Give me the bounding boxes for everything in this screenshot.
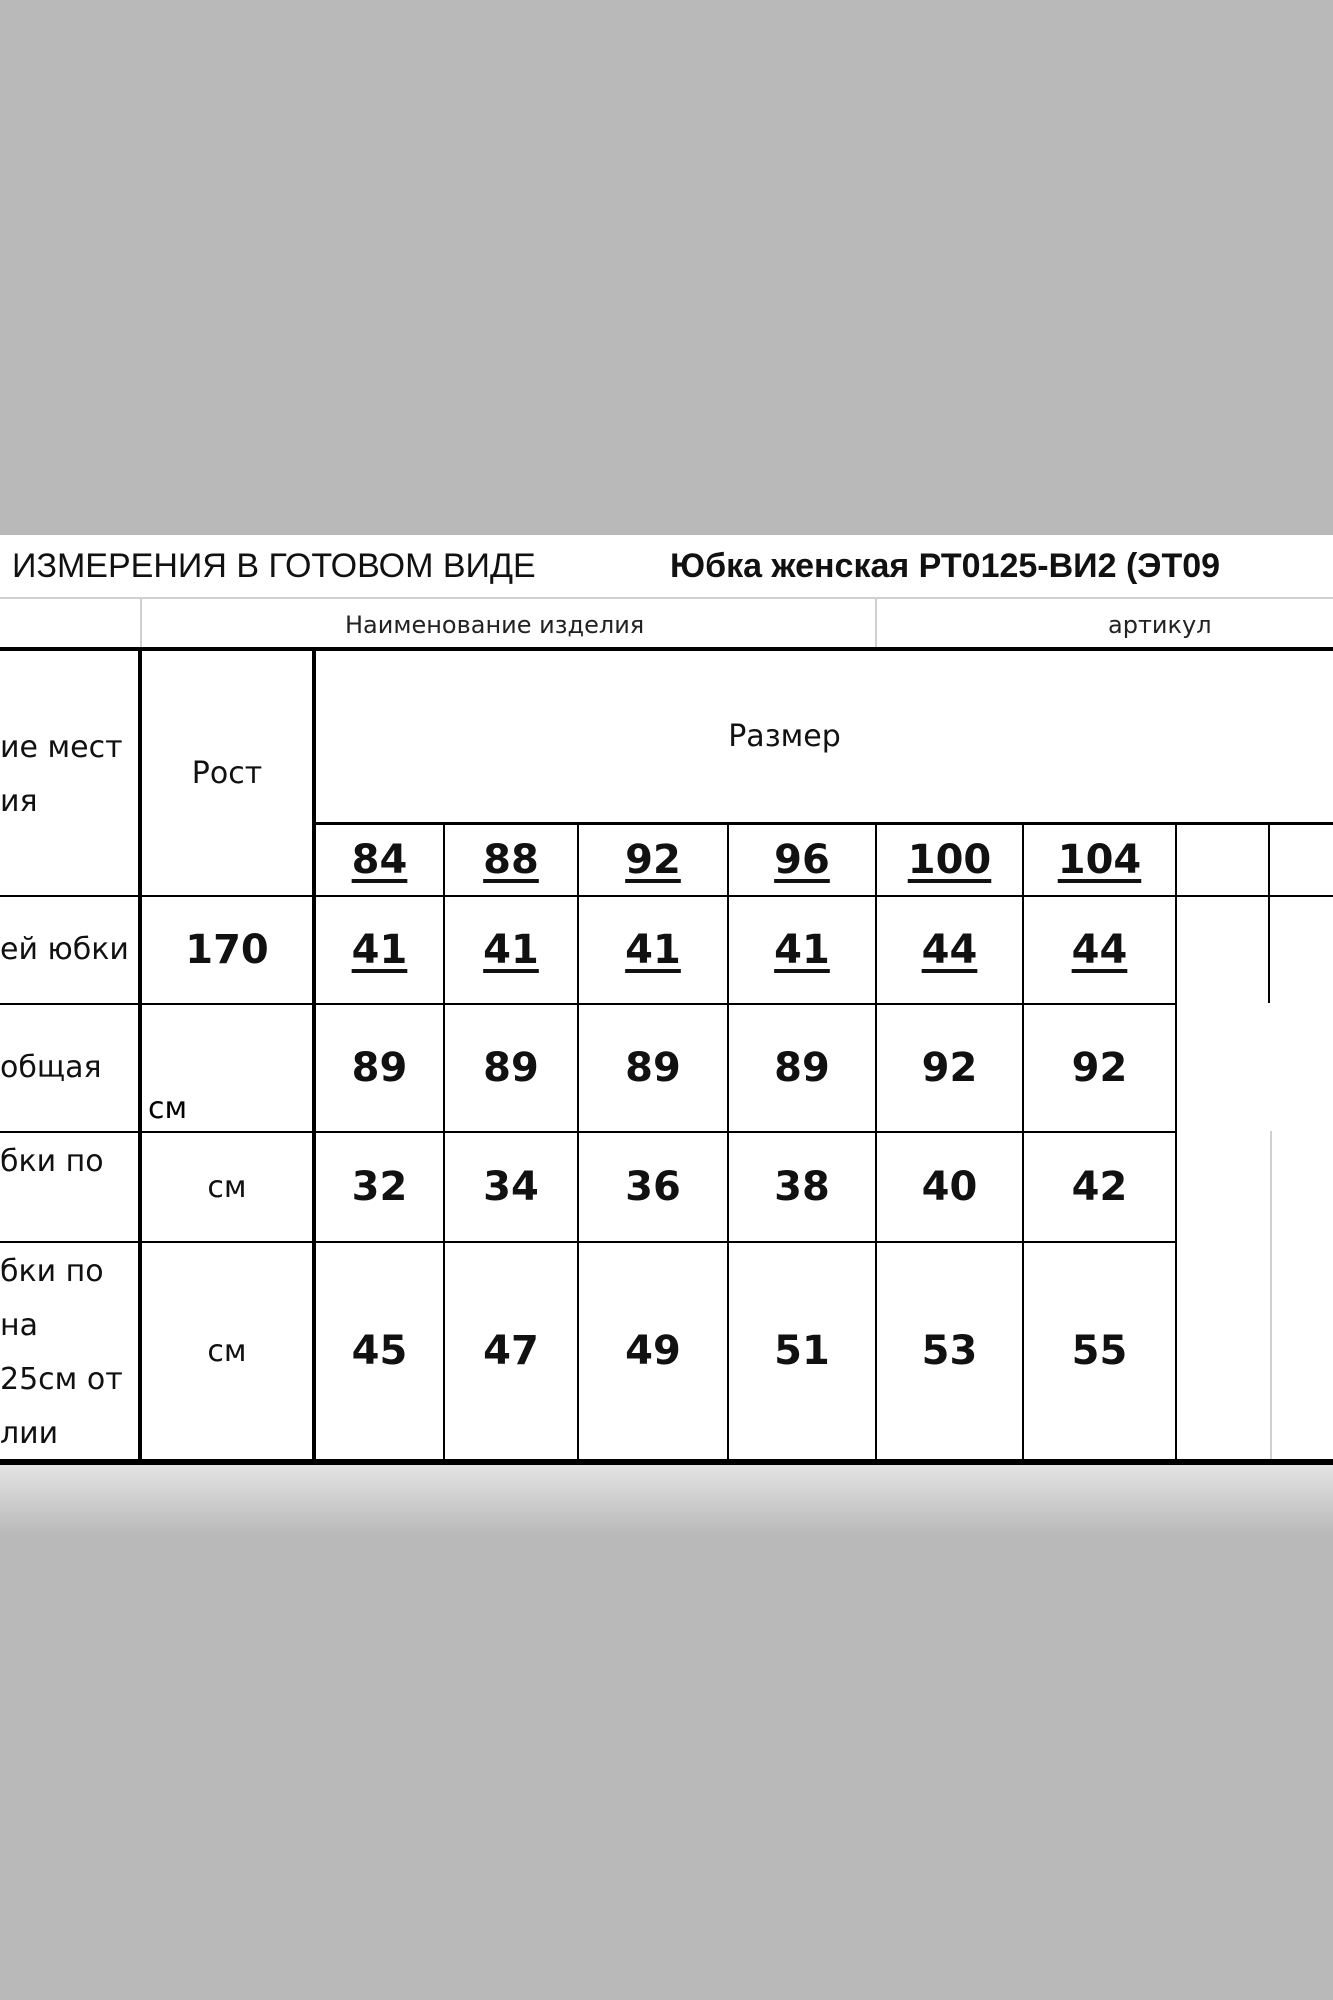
row1-height: 170 [185, 927, 269, 973]
row3-value: 40 [921, 1164, 978, 1210]
row4-label-line-1: бки по [0, 1254, 104, 1289]
row1-value: 41 [351, 927, 408, 973]
row3-unit: см [207, 1169, 247, 1205]
row2-value: 89 [483, 1045, 539, 1091]
row1-value: 41 [625, 927, 681, 973]
row4-unit: см [207, 1333, 247, 1369]
caption-article: артикул [1108, 611, 1212, 639]
table-border [1175, 822, 1177, 1462]
grid-line [140, 597, 142, 647]
row3-value: 42 [1071, 1164, 1128, 1210]
size-88: 88 [483, 837, 539, 883]
row4-label-line-2: на [0, 1308, 38, 1343]
place-header-line-2: ия [0, 784, 38, 819]
row1-value: 44 [1071, 927, 1128, 973]
table-border [1268, 822, 1270, 1003]
grid-line [875, 597, 877, 647]
row4-value: 45 [351, 1328, 408, 1374]
row2-unit: см [148, 1091, 188, 1126]
row4-value: 47 [483, 1328, 539, 1374]
row4-label-line-4: лии [0, 1416, 59, 1451]
row4-value: 49 [625, 1328, 681, 1374]
row1-value: 41 [774, 927, 830, 973]
row3-value: 38 [774, 1164, 830, 1210]
row4-label-line-3: 25см от [0, 1362, 123, 1397]
size-84: 84 [351, 837, 408, 883]
row4-value: 51 [774, 1328, 830, 1374]
row1-label: ей юбки [0, 932, 129, 967]
row3-value: 36 [625, 1164, 681, 1210]
grid-line [0, 597, 1333, 599]
row4-value: 55 [1071, 1328, 1128, 1374]
row1-value: 41 [483, 927, 539, 973]
height-header: Рост [191, 755, 263, 791]
row2-value: 92 [921, 1045, 978, 1091]
measurements-title: ИЗМЕРЕНИЯ В ГОТОВОМ ВИДЕ [12, 547, 536, 585]
row2-label: общая [0, 1050, 102, 1085]
sheet-shadow [0, 1465, 1333, 1535]
row4-value: 53 [921, 1328, 978, 1374]
row3-label: бки по [0, 1144, 104, 1179]
size-92: 92 [625, 837, 681, 883]
row3-value: 32 [351, 1164, 408, 1210]
row2-value: 89 [774, 1045, 830, 1091]
grid-line [1270, 1131, 1272, 1465]
caption-product-name: Наименование изделия [345, 611, 645, 639]
row1-value: 44 [921, 927, 978, 973]
size-104: 104 [1057, 837, 1142, 883]
size-100: 100 [907, 837, 992, 883]
place-header-line-1: ие мест [0, 730, 123, 765]
row2-value: 92 [1071, 1045, 1128, 1091]
row3-value: 34 [483, 1164, 539, 1210]
row2-value: 89 [351, 1045, 408, 1091]
measurement-sheet [0, 535, 1333, 1465]
row2-value: 89 [625, 1045, 681, 1091]
size-header: Размер [728, 719, 841, 754]
product-name: Юбка женская РТ0125-ВИ2 (ЭТ09 [670, 547, 1221, 585]
size-96: 96 [774, 837, 830, 883]
